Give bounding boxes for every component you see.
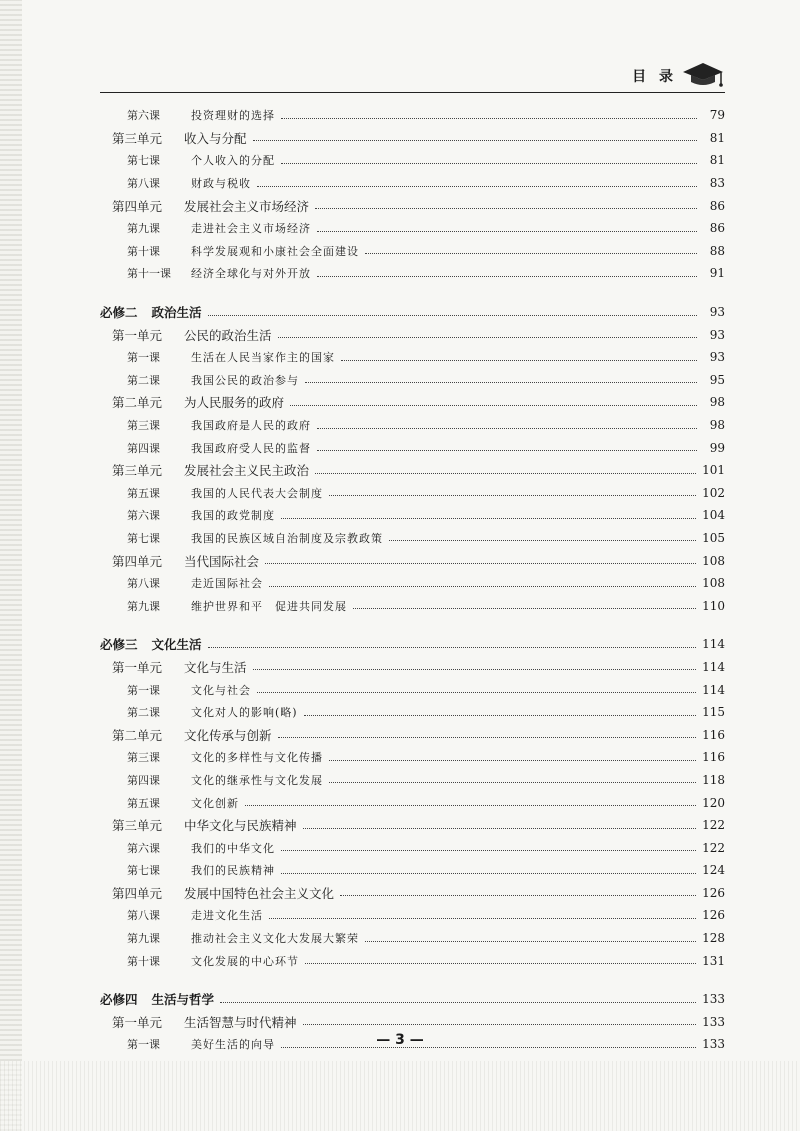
- toc-unit-row[interactable]: [100, 1011, 725, 1034]
- dot-leader: [365, 253, 697, 254]
- toc-entry-number: 第九课: [127, 222, 160, 236]
- toc-lesson-row[interactable]: [100, 769, 725, 792]
- dot-leader: [290, 405, 697, 406]
- toc-entry-number: 第四课: [127, 441, 160, 455]
- toc-lesson-row[interactable]: [100, 572, 725, 595]
- toc-entry-title: 文化发展的中心环节: [191, 954, 299, 968]
- toc-entry-page: 133: [702, 1014, 725, 1029]
- dot-leader: [340, 895, 696, 896]
- toc-lesson-row[interactable]: [100, 746, 725, 769]
- dot-leader: [315, 208, 697, 209]
- toc-unit-row[interactable]: [100, 127, 725, 150]
- toc-entry-number: 第八课: [127, 577, 160, 591]
- dot-leader: [281, 518, 696, 519]
- dot-leader: [281, 850, 696, 851]
- toc-entry-title: 我国的政党制度: [191, 509, 275, 523]
- dot-leader: [245, 805, 696, 806]
- toc-entry-number: 第九课: [127, 932, 160, 946]
- toc-unit-row[interactable]: [100, 814, 725, 837]
- toc-entry-page: 93: [709, 350, 725, 365]
- toc-entry-title: 文化创新: [191, 796, 239, 810]
- dot-leader: [257, 186, 697, 187]
- toc-entry-page: 95: [709, 372, 725, 387]
- dot-leader: [315, 473, 696, 474]
- toc-entry-number: 第一单元: [112, 327, 163, 343]
- toc-book-row[interactable]: [100, 988, 725, 1011]
- dot-leader: [278, 337, 697, 338]
- toc-entry-page: 86: [709, 221, 725, 236]
- dot-leader: [317, 231, 697, 232]
- toc-entry-title: 生活智慧与时代精神: [184, 1014, 297, 1030]
- dot-leader: [329, 782, 696, 783]
- toc-entry-number: 第五课: [127, 486, 160, 500]
- toc-unit-row[interactable]: [100, 723, 725, 746]
- toc-lesson-row[interactable]: [100, 172, 725, 195]
- toc-entry-page: 98: [709, 418, 725, 433]
- toc-unit-row[interactable]: [100, 459, 725, 482]
- toc-lesson-row[interactable]: [100, 104, 725, 127]
- toc-entry-title: 维护世界和平 促进共同发展: [191, 599, 347, 613]
- toc-entry-page: 116: [702, 727, 725, 742]
- toc-entry-number: 第十课: [127, 954, 160, 968]
- toc-entry-number: 第一课: [127, 1038, 160, 1052]
- dot-leader: [281, 163, 697, 164]
- toc-entry-title: 发展社会主义市场经济: [184, 198, 310, 214]
- toc-entry-number: 第八课: [127, 909, 160, 923]
- toc-entry-page: 99: [709, 440, 725, 455]
- toc-entry-page: 133: [702, 992, 725, 1007]
- toc-entry-title: 文化的多样性与文化传播: [191, 751, 323, 765]
- toc-entry-title: 文化与生活: [184, 659, 247, 675]
- toc-entry-page: 114: [702, 682, 725, 697]
- toc-entry-page: 83: [709, 176, 725, 191]
- dot-leader: [303, 1024, 697, 1025]
- toc-unit-row[interactable]: [100, 549, 725, 572]
- scan-edge-bottom: [0, 1061, 800, 1131]
- toc-entry-number: 第一单元: [112, 1014, 163, 1030]
- toc-entry-number: 第二单元: [112, 727, 163, 743]
- toc-entry-title: 我们的中华文化: [191, 841, 275, 855]
- toc-lesson-row[interactable]: [100, 594, 725, 617]
- dot-leader: [257, 692, 696, 693]
- toc-entry-page: 88: [709, 243, 725, 258]
- toc-entry-number: 第五课: [127, 796, 160, 810]
- toc-entry-number: 第六课: [127, 841, 160, 855]
- toc-lesson-row[interactable]: [100, 240, 725, 263]
- toc-entry-number: 必修二: [100, 305, 138, 321]
- toc-entry-title: 投资理财的选择: [191, 109, 275, 123]
- toc-entry-page: 81: [709, 153, 725, 168]
- dot-leader: [329, 760, 696, 761]
- toc-entry-number: 第二课: [127, 706, 160, 720]
- toc-entry-page: 98: [709, 395, 725, 410]
- toc-entry-title: 我们的民族精神: [191, 864, 275, 878]
- toc-entry-title: 我国公民的政治参与: [191, 373, 299, 387]
- toc-entry-page: 128: [702, 931, 725, 946]
- toc-entry-number: 第三单元: [112, 463, 163, 479]
- toc-lesson-row[interactable]: [100, 414, 725, 437]
- toc-entry-title: 我国政府是人民的政府: [191, 419, 311, 433]
- dot-leader: [253, 140, 697, 141]
- toc-entry-number: 必修三: [100, 637, 138, 653]
- scan-edge-left: [0, 0, 22, 1131]
- toc-lesson-row[interactable]: [100, 149, 725, 172]
- toc-entry-number: 第一课: [127, 351, 160, 365]
- toc-entry-number: 第七课: [127, 154, 160, 168]
- toc-entry-title: 走进文化生活: [191, 909, 263, 923]
- graduation-cap-icon: [681, 60, 725, 92]
- toc-entry-number: 第四单元: [112, 553, 163, 569]
- toc-entry-title: 走近国际社会: [191, 577, 263, 591]
- toc-entry-page: 110: [702, 598, 725, 613]
- toc-entry-page: 114: [702, 637, 725, 652]
- toc-unit-row[interactable]: [100, 323, 725, 346]
- toc-entry-number: 第四课: [127, 773, 160, 787]
- toc-entry-number: 第四单元: [112, 885, 163, 901]
- toc-entry-title: 我国的民族区域自治制度及宗教政策: [191, 531, 383, 545]
- toc-entry-title: 文化传承与创新: [184, 727, 272, 743]
- dot-leader: [269, 586, 696, 587]
- toc-entry-number: 第四单元: [112, 198, 163, 214]
- page-header: [100, 60, 725, 90]
- toc-entry-number: 第三课: [127, 419, 160, 433]
- toc-entry-page: 93: [709, 305, 725, 320]
- toc-entry-page: 86: [709, 198, 725, 213]
- toc-book-row[interactable]: [100, 633, 725, 656]
- toc-entry-page: 93: [709, 327, 725, 342]
- toc-unit-row[interactable]: [100, 194, 725, 217]
- toc-entry-page: 81: [709, 130, 725, 145]
- toc-entry-page: 122: [702, 818, 725, 833]
- toc-lesson-row[interactable]: [100, 436, 725, 459]
- toc-entry-title: 文化的继承性与文化发展: [191, 773, 323, 787]
- dot-leader: [281, 873, 696, 874]
- dot-leader: [317, 450, 697, 451]
- toc-entry-number: 第七课: [127, 864, 160, 878]
- toc-entry-number: 第一课: [127, 683, 160, 697]
- toc-entry-title: 我国的人民代表大会制度: [191, 486, 323, 500]
- toc-entry-title: 收入与分配: [184, 130, 247, 146]
- dot-leader: [353, 608, 696, 609]
- toc-entry-number: 第二课: [127, 373, 160, 387]
- toc-entry-number: 第三课: [127, 751, 160, 765]
- toc-lesson-row[interactable]: [100, 262, 725, 285]
- dot-leader: [341, 360, 697, 361]
- toc-unit-row[interactable]: [100, 882, 725, 905]
- toc-entry-title: 推动社会主义文化大发展大繁荣: [191, 932, 359, 946]
- toc-entry-title: 中华文化与民族精神: [184, 818, 297, 834]
- toc-entry-title: 我国政府受人民的监督: [191, 441, 311, 455]
- toc-lesson-row[interactable]: [100, 836, 725, 859]
- toc-entry-page: 116: [702, 750, 725, 765]
- toc-entry-page: 131: [702, 953, 725, 968]
- toc-entry-page: 124: [702, 863, 725, 878]
- toc-entry-title: 公民的政治生活: [184, 327, 272, 343]
- toc-entry-number: 第六课: [127, 509, 160, 523]
- toc-entry-page: 120: [702, 795, 725, 810]
- toc-lesson-row[interactable]: [100, 927, 725, 950]
- dot-leader: [329, 495, 696, 496]
- toc-lesson-row[interactable]: [100, 791, 725, 814]
- toc-entry-number: 第九课: [127, 599, 160, 613]
- toc-entry-page: 108: [702, 553, 725, 568]
- toc-entry-title: 文化与社会: [191, 683, 251, 697]
- toc-entry-title: 当代国际社会: [184, 553, 260, 569]
- toc-lesson-row[interactable]: [100, 904, 725, 927]
- toc-entry-number: 必修四: [100, 992, 138, 1008]
- toc-lesson-row[interactable]: [100, 527, 725, 550]
- toc-unit-row[interactable]: [100, 656, 725, 679]
- dot-leader: [317, 276, 697, 277]
- toc-entry-page: 126: [702, 908, 725, 923]
- toc-book-row[interactable]: [100, 301, 725, 324]
- dot-leader: [304, 715, 697, 716]
- toc-lesson-row[interactable]: [100, 949, 725, 972]
- toc-entry-page: 118: [702, 772, 725, 787]
- toc-entry-page: 108: [702, 576, 725, 591]
- toc-lesson-row[interactable]: [100, 369, 725, 392]
- toc-entry-page: 105: [702, 530, 725, 545]
- toc-entry-title: 科学发展观和小康社会全面建设: [191, 244, 359, 258]
- toc-entry-title: 文化生活: [151, 637, 202, 653]
- toc-entry-page: 91: [709, 266, 725, 281]
- dot-leader: [208, 315, 697, 316]
- header-title: 目 录: [632, 69, 677, 85]
- toc-entry-title: 发展社会主义民主政治: [184, 463, 310, 479]
- toc-lesson-row[interactable]: [100, 482, 725, 505]
- toc-entry-number: 第六课: [127, 109, 160, 123]
- dot-leader: [269, 918, 696, 919]
- page-number: — 3 —: [376, 1032, 424, 1048]
- toc-entry-title: 美好生活的向导: [191, 1038, 275, 1052]
- dot-leader: [208, 647, 697, 648]
- toc-entry-title: 为人民服务的政府: [184, 395, 285, 411]
- toc-entry-page: 104: [702, 508, 725, 523]
- toc-entry-number: 第十一课: [127, 267, 171, 281]
- toc-unit-row[interactable]: [100, 391, 725, 414]
- dot-leader: [365, 941, 696, 942]
- toc-entry-title: 生活在人民当家作主的国家: [191, 351, 335, 365]
- dot-leader: [281, 118, 697, 119]
- toc-entry-page: 133: [702, 1037, 725, 1052]
- toc-entry-title: 经济全球化与对外开放: [191, 267, 311, 281]
- toc-entry-title: 政治生活: [151, 305, 202, 321]
- dot-leader: [305, 382, 697, 383]
- toc-entry-number: 第七课: [127, 531, 160, 545]
- dot-leader: [220, 1002, 696, 1003]
- header-rule: [100, 92, 725, 93]
- toc-entry-page: 101: [702, 463, 725, 478]
- toc-lesson-row[interactable]: [100, 217, 725, 240]
- toc-entry-title: 个人收入的分配: [191, 154, 275, 168]
- dot-leader: [317, 428, 697, 429]
- dot-leader: [253, 669, 697, 670]
- toc-entry-page: 115: [702, 705, 725, 720]
- toc-entry-title: 财政与税收: [191, 177, 251, 191]
- toc-lesson-row[interactable]: [100, 504, 725, 527]
- dot-leader: [265, 563, 696, 564]
- toc-entry-title: 发展中国特色社会主义文化: [184, 885, 335, 901]
- toc-entry-number: 第十课: [127, 244, 160, 258]
- toc-lesson-row[interactable]: [100, 346, 725, 369]
- toc-lesson-row[interactable]: [100, 678, 725, 701]
- toc-entry-page: 126: [702, 885, 725, 900]
- toc-lesson-row[interactable]: [100, 859, 725, 882]
- toc-entry-page: 122: [702, 840, 725, 855]
- toc-entry-number: 第一单元: [112, 659, 163, 675]
- toc-entry-title: 走进社会主义市场经济: [191, 222, 311, 236]
- toc-entry-title: 生活与哲学: [151, 992, 215, 1008]
- dot-leader: [278, 737, 697, 738]
- toc-entry-page: 79: [709, 108, 725, 123]
- dot-leader: [389, 540, 696, 541]
- table-of-contents: [100, 104, 725, 1056]
- toc-entry-number: 第三单元: [112, 818, 163, 834]
- dot-leader: [303, 828, 697, 829]
- toc-entry-page: 114: [702, 659, 725, 674]
- toc-lesson-row[interactable]: [100, 701, 725, 724]
- toc-entry-number: 第二单元: [112, 395, 163, 411]
- toc-entry-number: 第三单元: [112, 130, 163, 146]
- toc-entry-number: 第八课: [127, 177, 160, 191]
- dot-leader: [305, 963, 696, 964]
- toc-entry-page: 102: [702, 485, 725, 500]
- toc-entry-title: 文化对人的影响(略): [191, 706, 298, 720]
